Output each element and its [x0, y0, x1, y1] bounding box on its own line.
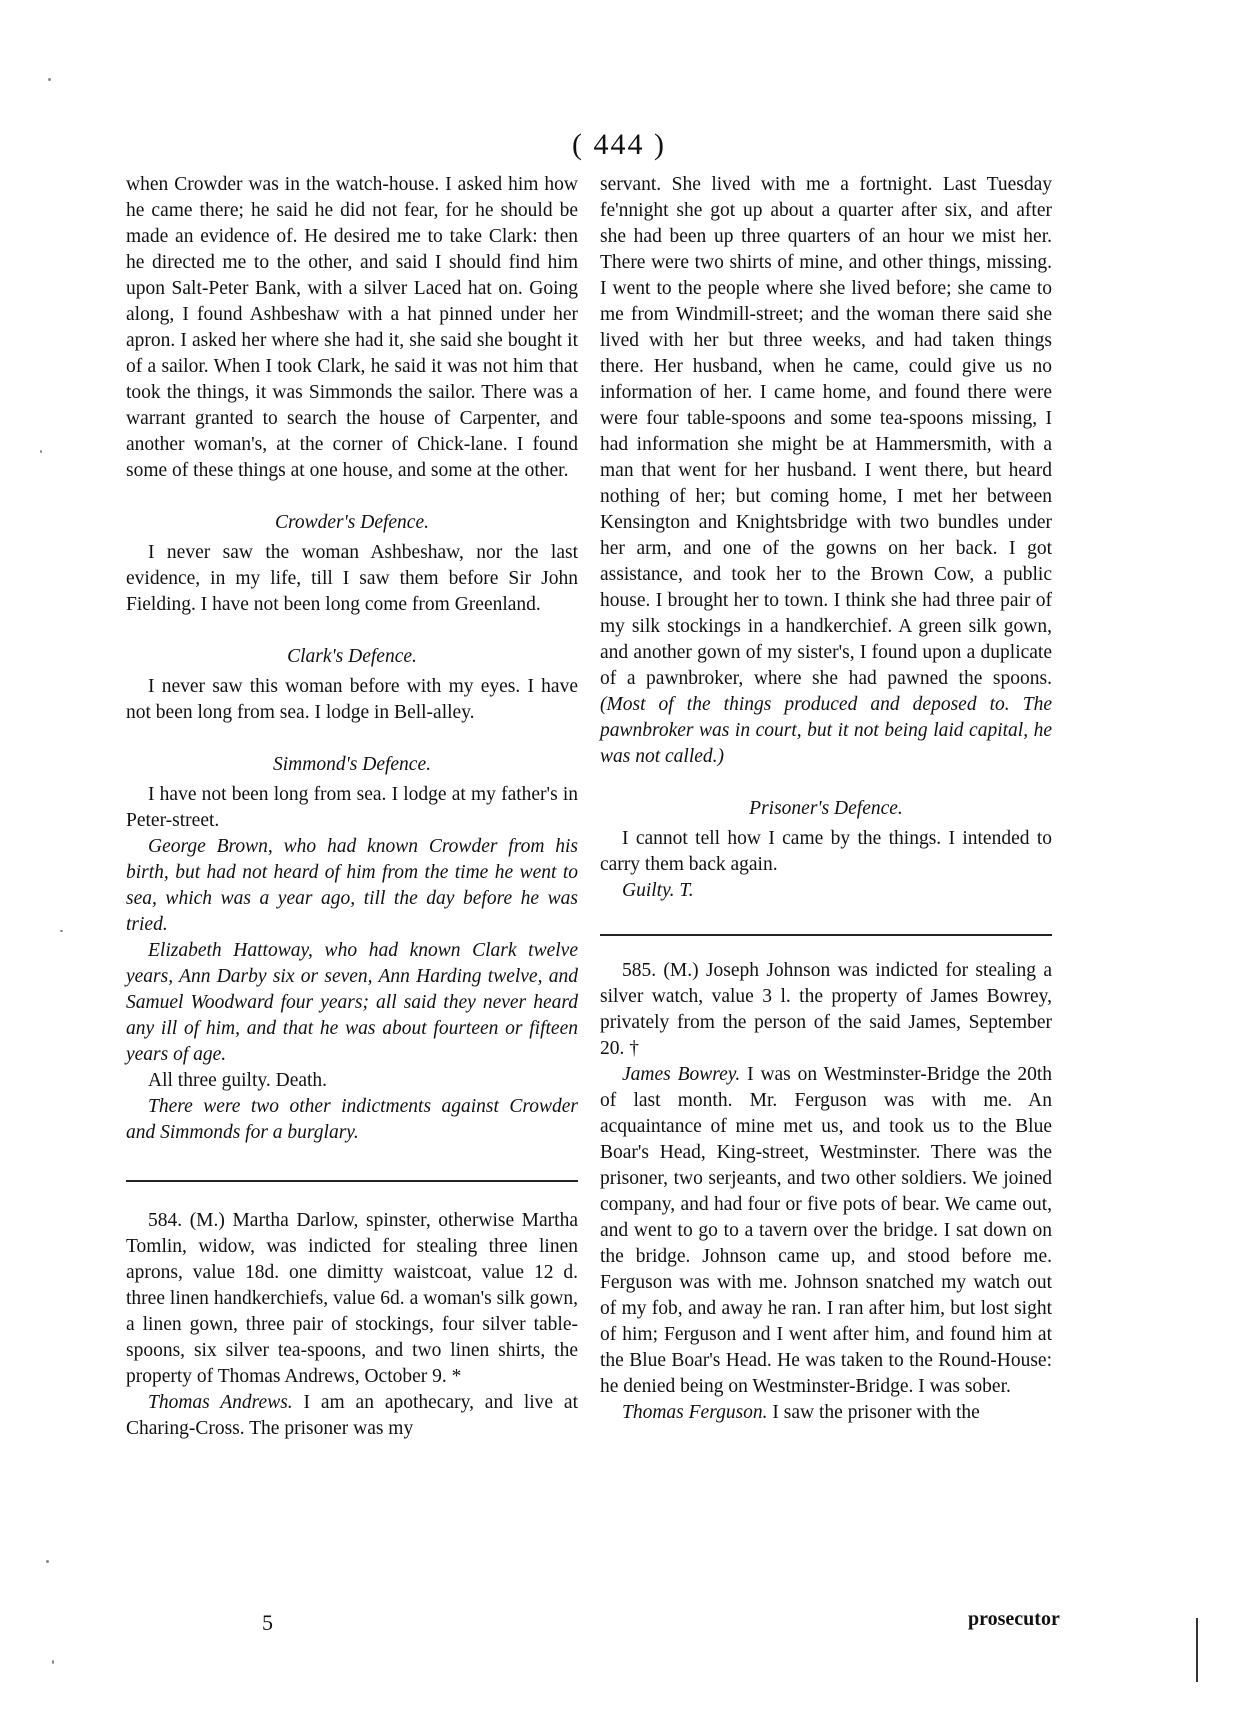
testimony-text: I was on Westminster-Bridge the 20th of last month. Mr. Ferguson was with me. An acquaintance of mine met us, and took us to the Blue Boar's Head, King-street, Westminster. There was the prisoner, two serjeants, and two other soldiers. We joined company, and had four or five pots of bear. We came out, and went to go to a tavern over the bridge. I sat down on the bridge. Johnson came up, and stood before me. Ferguson was with me. Johnson snatched my watch out of my fob, and away he ran. I ran after him, but lost sight of him; Ferguson and I went after him, and found him at the Blue Boar's Head. He was taken to the Round-House: he denied being on Westminster-Bridge. I was sober. [600, 1064, 1052, 1397]
witness-name: Thomas Andrews. [148, 1392, 293, 1413]
note: There were two other indictments against Crowder and Simmonds for a burglary. [126, 1096, 578, 1143]
testimony-text: servant. She lived with me a fortnight. Last Tuesday fe'nnight she got up about a quarter after six, and after she had been up three quarters of an hour we mist her. There were two shirts of mine, and other things, missing. I went to the people where she lived before; she came to me from Windmill-street; and the woman there said she lived with her but three weeks, and had taken things there. Her husband, when he came, could give us no information of her. I came home, and found there were were four table-spoons and some tea-spoons missing, I had information she might be at Hammersmith, with a man that went for her husband. I went there, but heard nothing of her; but coming home, I met her between Kensington and Knightsbridge with two bundles under her arm, and one of the gowns on her back. I got assistance, and took her to the Brown Cow, a public house. I brought her to town. I think she had three pair of my silk stockings in a handkerchief. A green silk gown, and another gown of my sister's, I found upon a duplicate of a pawnbroker, where she had pawned the spoons. [600, 174, 1052, 689]
right-column [600, 172, 1052, 1426]
witness-paragraph: George Brown, who had known Crowder from his birth, but had not heard of him from the time he went to sea, which was a year ago, till the day before he was tried. [126, 836, 578, 935]
bracket-note: (Most of the things produced and deposed to. The pawnbroker was in court, but it not being laid capital, he was not called.) [600, 694, 1052, 767]
scan-speck [48, 78, 51, 81]
section-heading-prisoner: Prisoner's Defence. [749, 798, 903, 819]
testimony-text: I am an apothecary, and live at Charing-Cross. The prisoner was my [126, 1392, 578, 1439]
case-584-indictment: 584. (M.) Martha Darlow, spinster, otherwise Martha Tomlin, widow, was indicted for stealing three linen aprons, value 18d. one dimitty waistcoat, value 12 d. three linen handkerchiefs, value 6d. a woman's silk gown, a linen gown, three pair of stockings, four silver table-spoons, six silver tea-spoons, and two linen shirts, the property of Thomas Andrews, October 9. * [126, 1210, 578, 1387]
defence-text-simmond: I have not been long from sea. I lodge at my father's in Peter-street. [126, 784, 578, 831]
section-heading-crowder: Crowder's Defence. [274, 512, 429, 533]
scan-speck [52, 1660, 54, 1664]
verdict: All three guilty. Death. [148, 1070, 328, 1091]
section-heading-clark: Clark's Defence. [287, 646, 417, 667]
case-585-indictment: 585. (M.) Joseph Johnson was indicted for stealing a silver watch, value 3 l. the property of James Bowrey, privately from the person of the said James, September 20. † [600, 960, 1052, 1059]
testimony-text: I saw the prisoner with the [772, 1402, 980, 1423]
section-divider [126, 1180, 578, 1182]
scan-speck [40, 450, 42, 453]
left-column [126, 172, 578, 1442]
verdict: Guilty. T. [622, 880, 694, 901]
witness-paragraph: Elizabeth Hattoway, who had known Clark twelve years, Ann Darby six or seven, Ann Harding twelve, and Samuel Woodward four years; all said they never heard any ill of him, and that he was about fourteen or fifteen years of age. [126, 940, 578, 1065]
witness-name: James Bowrey. [622, 1064, 741, 1085]
testimony-bowrey [600, 1062, 1052, 1400]
signature-mark: 5 [262, 1610, 273, 1635]
testimony-ferguson [600, 1400, 1052, 1426]
section-divider [600, 934, 1052, 936]
paragraph [600, 172, 1052, 770]
scan-edge-line [1196, 1618, 1198, 1682]
paragraph: when Crowder was in the watch-house. I asked him how he came there; he said he did not fear, for he should be made an evidence of. He desired me to take Clark: then he directed me to the other, and said I should find him upon Salt-Peter Bank, with a silver Laced hat on. Going along, I found Ashbeshaw with a hat pinned under her apron. I asked her where she had it, she said she bought it of a sailor. When I took Clark, he said it was not him that took the things, it was Simmonds the sailor. There was a warrant granted to search the house of Carpenter, and another woman's, at the corner of Chick-lane. I found some of these things at one house, and some at the other. [126, 174, 578, 481]
witness-name: Thomas Ferguson. [622, 1402, 768, 1423]
section-heading-simmond: Simmond's Defence. [273, 754, 431, 775]
scan-speck [46, 1560, 49, 1563]
catchword: prosecutor [968, 1608, 1060, 1630]
defence-text-clark: I never saw this woman before with my eyes. I have not been long from sea. I lodge in Bell-alley. [126, 676, 578, 723]
testimony-andrews [126, 1390, 578, 1442]
defence-text-prisoner: I cannot tell how I came by the things. I intended to carry them back again. [600, 828, 1052, 875]
page-number: ( 444 ) [572, 128, 666, 161]
scan-speck [60, 930, 63, 932]
defence-text-crowder: I never saw the woman Ashbeshaw, nor the last evidence, in my life, till I saw them before Sir John Fielding. I have not been long come from Greenland. [126, 542, 578, 615]
